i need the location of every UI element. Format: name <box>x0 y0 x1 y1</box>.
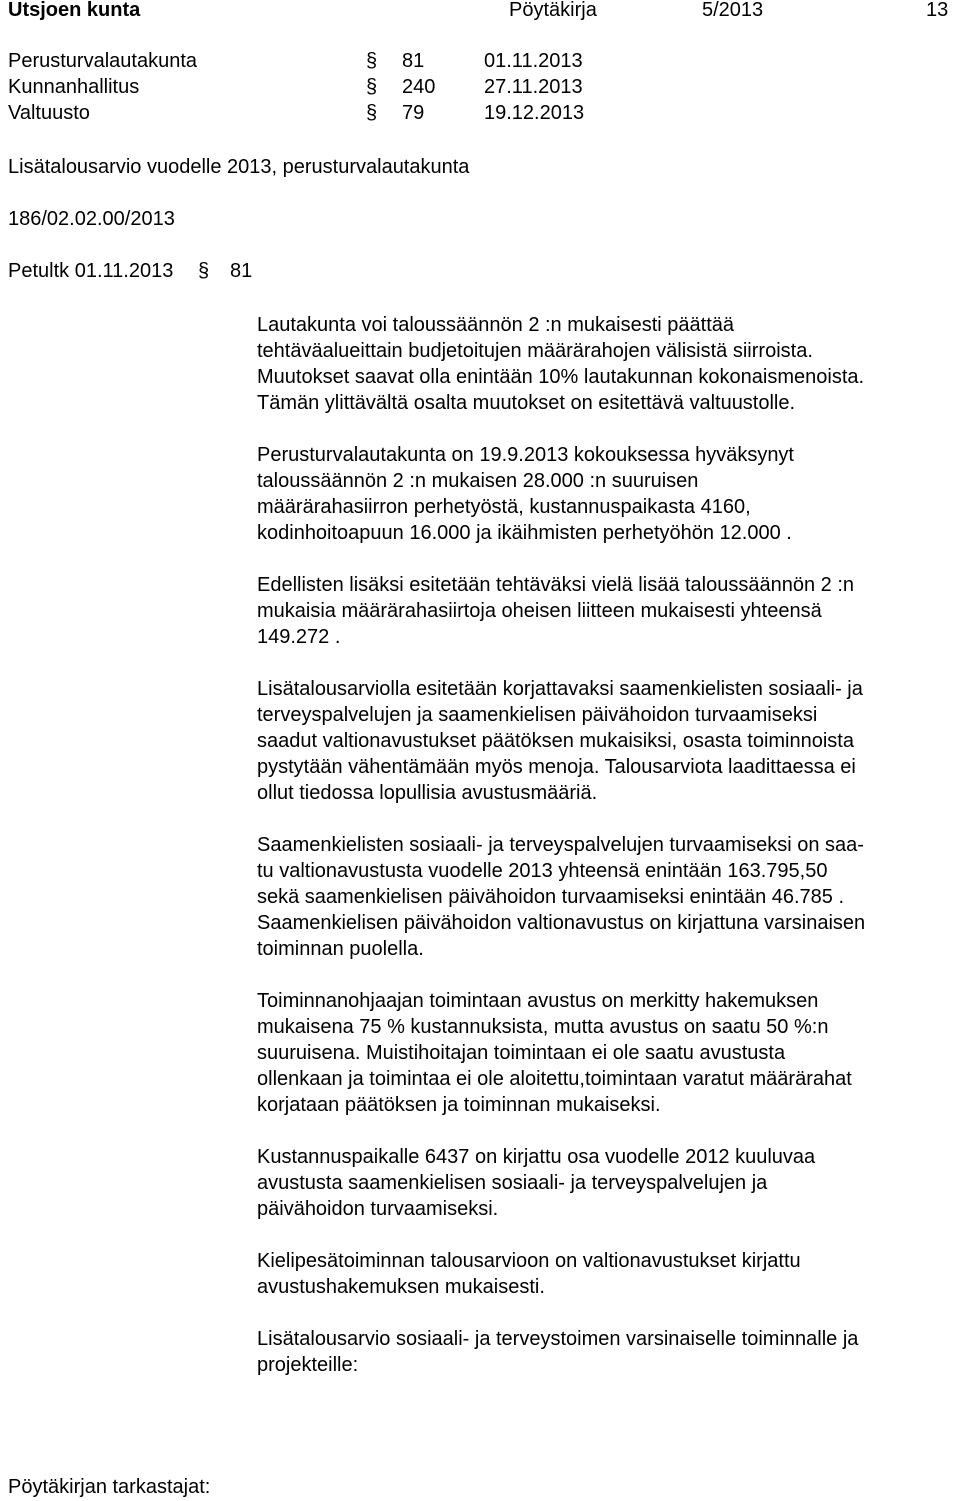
meeting-section: 79 <box>402 102 425 124</box>
meeting-date: 19.12.2013 <box>484 102 585 124</box>
org-name: Utsjoen kunta <box>8 0 141 21</box>
paragraph: Perusturvalautakunta on 19.9.2013 kokouksessa hyväksynyt taloussäännön 2 :n mukaisen 28.000 :n suuruisen määrärahasiirron perhetyöstä, kustannuspaikasta 4160, kodinhoitoapuun 16.000 ja ikäihmisten perhetyöhön 12.000 . <box>257 444 794 544</box>
section-sign: § <box>366 50 378 72</box>
paragraph: Kustannuspaikalle 6437 on kirjattu osa vuodelle 2012 kuuluvaa avustusta saamenkielisen sosiaali- ja terveyspalvelujen ja päivähoidon turvaamiseksi. <box>257 1146 816 1220</box>
reference-label: Petultk 01.11.2013 <box>8 260 174 282</box>
diary-number: 186/02.02.00/2013 <box>8 208 175 230</box>
meeting-section: 240 <box>402 76 436 98</box>
paragraph: Toiminnanohjaajan toimintaan avustus on merkitty hakemuksen mukaisena 75 % kustannuksista, mutta avustus on saatu 50 %:n suuruisena. Muistihoitajan toimintaan ei ole saatu avustusta ollenkaan ja toimintaa ei ole aloitettu,toimintaan varatut määrärahat korjataan päätöksen ja toiminnan mukaiseksi. <box>257 990 852 1116</box>
paragraph: Lautakunta voi taloussäännön 2 :n mukaisesti päättää tehtäväalueittain budjetoitujen määrärahojen välisistä siirroista. Muutokset saavat olla enintään 10% lautakunnan kokonaismenoista. Tämän ylittävältä osalta muutokset on esitettävä valtuustolle. <box>257 314 865 414</box>
meeting-date: 01.11.2013 <box>484 50 583 72</box>
paragraph: Edellisten lisäksi esitetään tehtäväksi vielä lisää taloussäännön 2 :n mukaisia määrärahasiirtoja oheisen liitteen mukaisesti yhteensä 149.272 . <box>257 574 855 648</box>
paragraph: Lisätalousarviolla esitetään korjattavaksi saamenkielisten sosiaali- ja terveyspalvelujen ja saamenkielisen päivähoidon turvaamiseksi saadut valtionavustukset päätöksen mukaisiksi, osasta toiminnoista pystytään vähentämään myös menoja. Talousarviota laadittaessa ei ollut tiedossa lopullisia avustusmääriä. <box>257 678 863 804</box>
page-number: 13 <box>926 0 949 21</box>
section-sign: § <box>198 260 210 282</box>
document-title: Lisätalousarvio vuodelle 2013, perusturvalautakunta <box>8 156 470 178</box>
doc-type: Pöytäkirja <box>509 0 597 21</box>
paragraph: Lisätalousarvio sosiaali- ja terveystoimen varsinaiselle toiminnalle ja projekteille: <box>257 1328 859 1376</box>
body-text <box>257 312 957 1404</box>
doc-number: 5/2013 <box>702 0 764 21</box>
meeting-body: Kunnanhallitus <box>8 76 140 98</box>
section-sign: § <box>366 76 378 98</box>
meeting-body: Valtuusto <box>8 102 90 124</box>
reference-section: 81 <box>230 260 253 282</box>
meeting-date: 27.11.2013 <box>484 76 583 98</box>
footer-label: Pöytäkirjan tarkastajat: <box>8 1476 211 1498</box>
section-sign: § <box>366 102 378 124</box>
meeting-body: Perusturvalautakunta <box>8 50 198 72</box>
paragraph: Kielipesätoiminnan talousarvioon on valtionavustukset kirjattu avustushakemuksen mukaisesti. <box>257 1250 801 1298</box>
meeting-section: 81 <box>402 50 425 72</box>
paragraph: Saamenkielisten sosiaali- ja terveyspalvelujen turvaamiseksi on saa- tu valtionavustusta vuodelle 2013 yhteensä enintään 163.795,50 sekä saamenkielisen päivähoidon turvaamiseksi enintään 46.785 . Saamenkielisen päivähoidon valtionavustus on kirjattuna varsinaisen toiminnan puolella. <box>257 834 866 960</box>
